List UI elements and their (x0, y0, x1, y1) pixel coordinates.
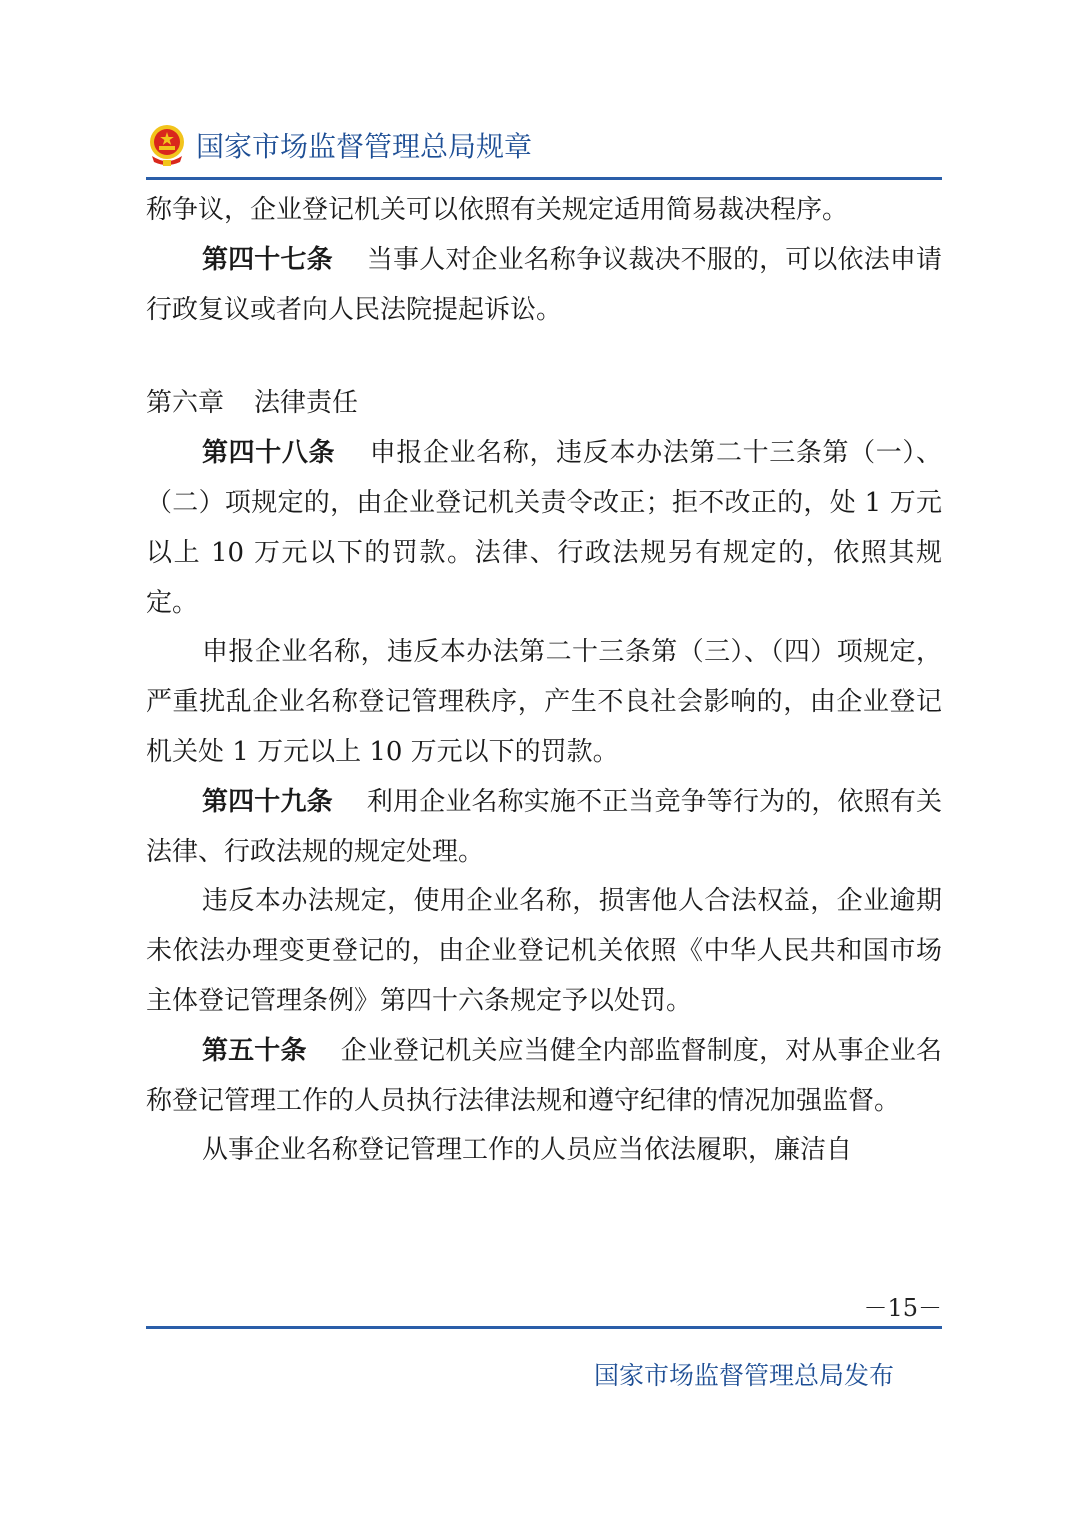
chapter-heading (146, 379, 942, 429)
article-text: 企业登记机关应当健全内部监督制度，对从事企业名称登记管理工作的人员执行法律法规和遵守纪律的情况加强监督。 (146, 1035, 942, 1116)
article-label: 第五十条 (202, 1035, 307, 1066)
article-48 (146, 429, 942, 628)
document-body (146, 186, 942, 1176)
article-text: 利用企业名称实施不正当竞争等行为的，依照有关法律、行政法规的规定处理。 (146, 786, 942, 867)
paragraph: 称争议，企业登记机关可以依照有关规定适用简易裁决程序。 (146, 195, 849, 225)
article-50 (146, 1027, 942, 1127)
chapter-number: 第六章 (146, 388, 225, 419)
chapter-title: 法律责任 (254, 388, 359, 419)
article-label: 第四十八条 (202, 438, 336, 469)
header-title: 国家市场监督管理总局规章 (196, 130, 533, 163)
article-text: 申报企业名称，违反本办法第二十三条第（一）、（二）项规定的，由企业登记机关责令改正；拒不改正的，处 1 万元以上 10 万元以下的罚款。法律、行政法规另有规定的，依照其规定。 (146, 438, 942, 618)
article-47 (146, 236, 942, 336)
footer-publisher: 国家市场监督管理总局发布 (594, 1361, 895, 1390)
article-text: 当事人对企业名称争议裁决不服的，可以依法申请行政复议或者向人民法院提起诉讼。 (146, 244, 942, 325)
article-49 (146, 778, 942, 878)
footer-divider (146, 1326, 942, 1329)
page-number: －15－ (863, 1294, 942, 1322)
national-emblem-icon (146, 122, 188, 168)
article-label: 第四十七条 (202, 244, 333, 275)
paragraph: 从事企业名称登记管理工作的人员应当依法履职，廉洁自 (202, 1135, 853, 1166)
document-header (146, 118, 532, 172)
header-divider (146, 177, 942, 180)
paragraph: 申报企业名称，违反本办法第二十三条第（三）、（四）项规定，严重扰乱企业名称登记管理秩序，产生不良社会影响的，由企业登记机关处 1 万元以上 10 万元以下的罚款。 (146, 637, 942, 767)
article-label: 第四十九条 (202, 786, 333, 817)
paragraph: 违反本办法规定，使用企业名称，损害他人合法权益，企业逾期未依法办理变更登记的，由企业登记机关依照《中华人民共和国市场主体登记管理条例》第四十六条规定予以处罚。 (146, 886, 942, 1016)
